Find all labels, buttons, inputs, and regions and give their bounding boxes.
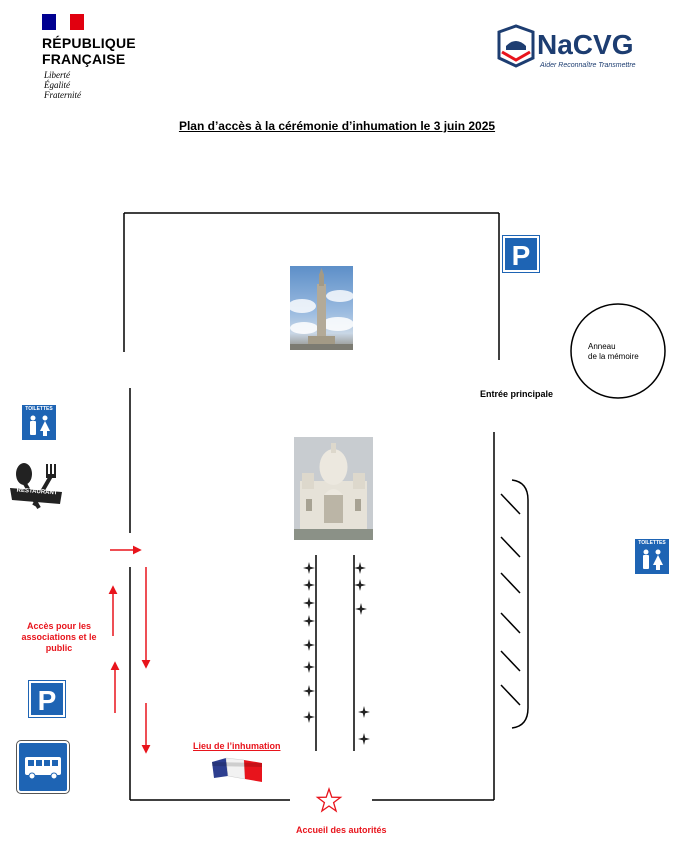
grave-cross-icon xyxy=(354,562,366,574)
entree-principale-label: Entrée principale xyxy=(480,389,554,399)
parking-bay-outline xyxy=(512,480,528,728)
grave-cross-icon xyxy=(303,579,315,591)
accueil-star-icon xyxy=(318,789,341,811)
grave-cross-icon xyxy=(303,639,315,651)
grave-cross-icon xyxy=(354,579,366,591)
parking-sign-icon: P xyxy=(29,681,65,717)
parking-bay-stripe xyxy=(501,494,520,514)
anneau-memoire-label: Anneau de la mémoire xyxy=(588,342,639,361)
republique-motto: Liberté Égalité Fraternité xyxy=(44,70,81,100)
parking-bay-stripe xyxy=(501,537,520,557)
grave-cross-icon xyxy=(355,603,367,615)
grave-cross-icon xyxy=(303,711,315,723)
grave-cross-icon xyxy=(303,685,315,697)
nacvg-tagline: Aider Reconnaître Transmettre xyxy=(540,62,636,69)
grave-crosses xyxy=(303,562,370,745)
acces-public-label: Accès pour les associations et le public xyxy=(21,621,97,653)
grave-cross-icon xyxy=(303,661,315,673)
bus-stop-sign-icon xyxy=(17,741,69,793)
nacvg-logo: NaCVG xyxy=(537,29,634,60)
accueil-autorites-label: Accueil des autorités xyxy=(296,825,387,835)
grave-cross-icon xyxy=(303,562,315,574)
restaurant-label: RESTAURANT xyxy=(16,487,58,497)
grave-cross-icon xyxy=(358,706,370,718)
restaurant-icon xyxy=(8,462,64,516)
coffin-flag-icon xyxy=(212,758,262,782)
lantern-tower-photo xyxy=(290,266,353,350)
republique-francaise-logo: RÉPUBLIQUE FRANÇAISE xyxy=(42,35,136,67)
parking-bay-stripe xyxy=(501,573,520,593)
lieu-inhumation-label: Lieu de l’inhumation xyxy=(193,741,281,751)
page-title: Plan d’accès à la cérémonie d’inhumation le 3 juin 2025 xyxy=(178,119,496,133)
parking-bay-stripe xyxy=(501,685,520,705)
parking-bay-stripe xyxy=(501,613,520,633)
basilica-photo xyxy=(294,437,373,540)
parking-sign-icon: P xyxy=(503,236,539,272)
grave-cross-icon xyxy=(358,733,370,745)
toilettes-sign-icon: TOILETTES xyxy=(22,405,56,440)
grave-cross-icon xyxy=(303,615,315,627)
toilettes-sign-icon: TOILETTES xyxy=(635,539,669,574)
grave-cross-icon xyxy=(303,597,315,609)
parking-bay-stripe xyxy=(501,651,520,671)
